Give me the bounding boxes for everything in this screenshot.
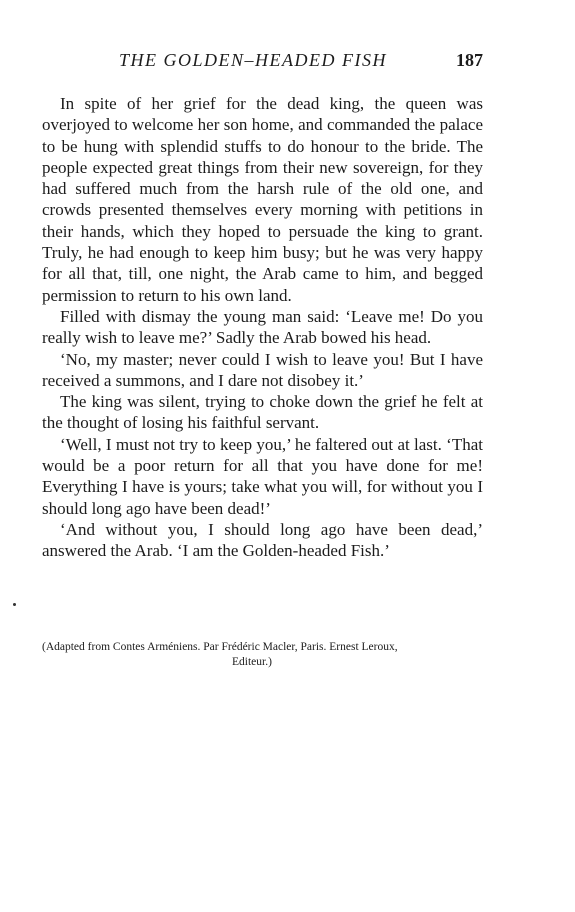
paragraph: ‘No, my master; never could I wish to leave you! But I have received a summons, and I dare not disobey it.’ bbox=[42, 349, 483, 390]
paragraph: The king was silent, trying to choke down the grief he felt at the thought of losing his faithful servant. bbox=[42, 392, 483, 433]
footnote-line: (Adapted from Contes Arméniens. Par Frédéric Macler, Paris. Ernest Leroux, bbox=[42, 641, 398, 653]
page-number: 187 bbox=[456, 50, 483, 70]
footnote-line: Editeur.) bbox=[232, 656, 272, 668]
footnote bbox=[42, 640, 483, 670]
paragraph: ‘And without you, I should long ago have been dead,’ answered the Arab. ‘I am the Golden-headed Fish.’ bbox=[42, 519, 483, 561]
running-header bbox=[42, 50, 483, 74]
paragraph: ‘Well, I must not try to keep you,’ he faltered out at last. ‘That would be a poor return for all that you have done for me! Everything I have is yours; take what you will, for without you I should long ago have been dead!’ bbox=[42, 434, 483, 518]
paragraph: Filled with dismay the young man said: ‘Leave me! Do you really wish to leave me?’ Sadly the Arab bowed his head. bbox=[42, 306, 483, 348]
margin-mark bbox=[13, 603, 16, 606]
body-text bbox=[42, 93, 483, 562]
paragraph: In spite of her grief for the dead king, the queen was overjoyed to welcome her son home, and commanded the palace to be hung with splendid stuffs to do honour to the bride. The people expected great things from their new sovereign, for they had suffered much from the harsh rule of the old one, and crowds presented themselves every morning with petitions in their hands, which they hoped to persuade the king to grant. Truly, he had enough to keep him busy; but he was very happy for all that, till, one night, the Arab came to him, and begged permission to return to his own land. bbox=[42, 94, 483, 305]
running-title: THE GOLDEN–HEADED FISH bbox=[119, 50, 387, 70]
